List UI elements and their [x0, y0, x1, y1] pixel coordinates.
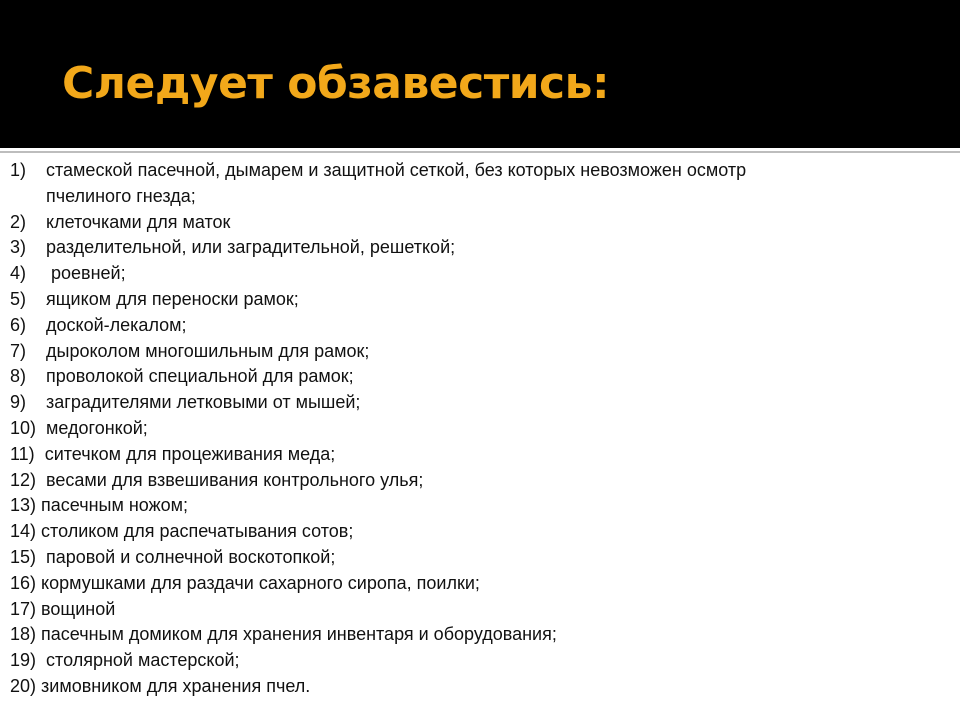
list-item [10, 390, 910, 416]
list-item [10, 442, 910, 468]
list-item [10, 545, 910, 571]
item-text: вощиной [36, 598, 116, 619]
item-text: роевней; [46, 263, 126, 284]
list-item [10, 339, 910, 365]
list-item [10, 648, 910, 674]
item-number: 8) [10, 366, 27, 387]
item-number: 14) [10, 521, 37, 542]
item-text: дыроколом многошильным для рамок; [46, 340, 370, 361]
item-number: 2) [10, 211, 27, 232]
equipment-list [10, 158, 910, 700]
item-number: 7) [10, 340, 27, 361]
item-text: кормушками для раздачи сахарного сиропа, поилки; [36, 572, 480, 593]
list-item [10, 674, 910, 700]
item-number: 4) [10, 263, 27, 284]
item-text: зимовником для хранения пчел. [36, 675, 311, 696]
item-number: 20) [10, 675, 37, 696]
list-item [10, 519, 910, 545]
title-banner [0, 0, 960, 148]
list-item [10, 287, 910, 313]
item-number: 10) [10, 417, 37, 438]
item-text: столярной мастерской; [36, 650, 240, 671]
item-text: стамеской пасечной, дымарем и защитной сеткой, без которых невозможен осмотр пчелиного гнезда; [46, 160, 747, 206]
list-item [10, 571, 910, 597]
item-number: 12) [10, 469, 37, 490]
item-number: 3) [10, 237, 27, 258]
item-text: паровой и солнечной воскотопкой; [36, 546, 336, 567]
list-item [10, 416, 910, 442]
list-item [10, 622, 910, 648]
list-item [10, 597, 910, 623]
item-number: 18) [10, 624, 37, 645]
item-number: 15) [10, 546, 37, 567]
item-number: 6) [10, 314, 27, 335]
item-number: 13) [10, 495, 37, 516]
list-item [10, 235, 910, 261]
item-number: 9) [10, 392, 27, 413]
item-text: ситечком для процеживания меда; [34, 443, 336, 464]
item-number: 5) [10, 288, 27, 309]
list-item [10, 261, 910, 287]
item-text: разделительной, или заградительной, решеткой; [46, 237, 456, 258]
item-text: медогонкой; [36, 417, 148, 438]
list-item [10, 210, 910, 236]
item-number: 16) [10, 572, 37, 593]
item-text: доской-лекалом; [46, 314, 187, 335]
item-number: 17) [10, 598, 37, 619]
list-item [10, 313, 910, 339]
list-item [10, 468, 910, 494]
list-item [10, 158, 910, 210]
item-text: заградителями летковыми от мышей; [46, 392, 361, 413]
item-number: 11) [10, 443, 35, 464]
title-divider [0, 151, 960, 153]
item-text: пасечным ножом; [36, 495, 189, 516]
list-item [10, 493, 910, 519]
item-text: пасечным домиком для хранения инвентаря и оборудования; [36, 624, 557, 645]
item-text: ящиком для переноски рамок; [46, 288, 299, 309]
slide-title: Следует обзавестись: [62, 58, 610, 109]
item-text: столиком для распечатывания сотов; [36, 521, 354, 542]
item-number: 19) [10, 650, 37, 671]
item-text: проволокой специальной для рамок; [46, 366, 354, 387]
item-number: 1) [10, 160, 27, 180]
item-text: клеточками для маток [46, 211, 231, 232]
list-item [10, 364, 910, 390]
item-text: весами для взвешивания контрольного улья; [36, 469, 424, 490]
